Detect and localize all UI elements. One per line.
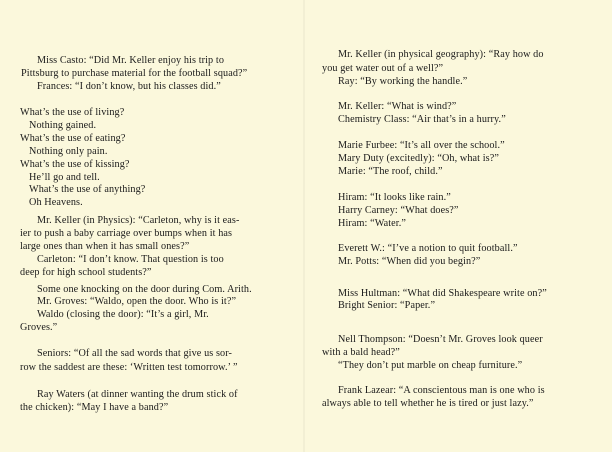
text-line: Bright Senior: “Paper.”: [338, 300, 436, 311]
text-line: the chicken): “May I have a band?”: [20, 402, 169, 413]
text-line: you get water out of a well?”: [322, 63, 444, 74]
text-line: Mary Duty (excitedly): “Oh, what is?”: [338, 153, 499, 164]
text-line: What’s the use of anything?: [29, 184, 146, 195]
text-line: Groves.”: [20, 322, 58, 333]
text-line: Oh Heavens.: [29, 197, 83, 208]
text-line: Hiram: “It looks like rain.”: [338, 192, 451, 203]
text-line: What’s the use of eating?: [20, 133, 126, 144]
text-line: row the saddest are these: ‘Written test tomorrow.’ ”: [20, 362, 238, 373]
text-line: Nothing gained.: [29, 120, 97, 131]
text-line: What’s the use of living?: [20, 107, 125, 118]
text-line: Mr. Groves: “Waldo, open the door. Who is it?”: [37, 296, 237, 307]
text-line: Carleton: “I don’t know. That question is too: [37, 254, 224, 265]
text-line: with a bald head?”: [322, 347, 400, 358]
text-line: Mr. Keller (in Physics): “Carleton, why is it eas-: [37, 215, 240, 226]
text-line: Mr. Keller: “What is wind?”: [338, 101, 457, 112]
text-line: Chemistry Class: “Air that’s in a hurry.”: [338, 114, 506, 125]
text-line: Ray Waters (at dinner wanting the drum stick of: [37, 389, 238, 400]
text-line: Nell Thompson: “Doesn’t Mr. Groves look queer: [338, 334, 543, 345]
text-line: Mr. Potts: “When did you begin?”: [338, 256, 481, 267]
text-line: deep for high school students?”: [20, 267, 152, 278]
text-line: always able to tell whether he is tired or just lazy.”: [322, 398, 534, 409]
text-line: Miss Hultman: “What did Shakespeare write on?”: [338, 288, 547, 299]
text-line: Miss Casto: “Did Mr. Keller enjoy his trip to: [37, 55, 225, 66]
text-line: Mr. Keller (in physical geography): “Ray how do: [338, 49, 544, 60]
text-line: He’ll go and tell.: [29, 172, 100, 183]
text-line: Frank Lazear: “A conscientous man is one who is: [338, 385, 545, 396]
text-line: Hiram: “Water.”: [338, 218, 406, 229]
text-line: “They don’t put marble on cheap furniture.”: [338, 360, 523, 371]
text-line: Some one knocking on the door during Com. Arith.: [37, 284, 252, 295]
text-line: Ray: “By working the handle.”: [338, 76, 468, 87]
text-line: Frances: “I don’t know, but his classes did.”: [37, 81, 221, 92]
text-line: Waldo (closing the door): “It’s a girl, Mr.: [37, 309, 209, 320]
text-line: ier to push a baby carriage over bumps when it has: [20, 228, 233, 239]
page-gutter: [303, 0, 305, 452]
text-line: Everett W.: “I’ve a notion to quit football.”: [338, 243, 518, 254]
text-line: What’s the use of kissing?: [20, 159, 130, 170]
text-line: Marie Furbee: “It’s all over the school.”: [338, 140, 505, 151]
text-line: Harry Carney: “What does?”: [338, 205, 459, 216]
text-line: Pittsburg to purchase material for the football squad?”: [21, 68, 248, 79]
text-line: Marie: “The roof, child.”: [338, 166, 443, 177]
text-line: Seniors: “Of all the sad words that give us sor-: [37, 348, 233, 359]
text-line: Nothing only pain.: [29, 146, 108, 157]
text-line: large ones than when it has small ones?”: [20, 241, 190, 252]
